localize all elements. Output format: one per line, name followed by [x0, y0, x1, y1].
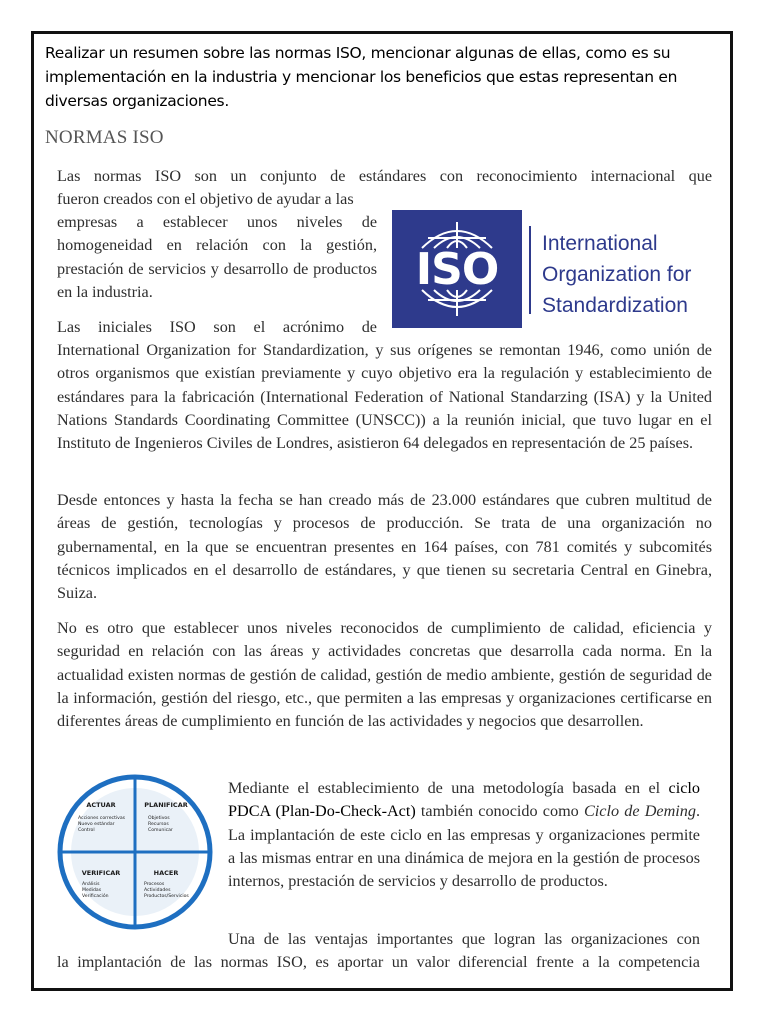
pdca-verificar-item: Medidas: [82, 888, 102, 893]
section-heading: NORMAS ISO: [45, 127, 164, 148]
p1-line2: fueron creados con el objetivo de ayudar a las: [57, 190, 354, 208]
pdca-verificar-item: Análisis: [82, 882, 100, 887]
assignment-prompt: Realizar un resumen sobre las normas ISO, mencionar algunas de ellas, como es su implementación en la industria y mencionar los beneficios que estas representan en diversas organizaciones.: [45, 44, 678, 110]
p1-rest: empresas a establecer unos niveles de homogeneidad en relación con la gestión, prestación de servicios y desarrollo de productos en la industria.: [57, 213, 377, 301]
pdca-hacer-item: Productos/Servicios: [144, 894, 189, 899]
p6-rest: la implantación de las normas ISO, es aportar un valor diferencial frente a la competencia: [57, 953, 700, 971]
p6-first: Una de las ventajas importantes que logran las organizaciones con: [228, 930, 700, 948]
p5-text-b: también conocido como: [415, 802, 584, 821]
pdca-cycle-diagram: [56, 773, 214, 931]
pdca-hacer-title: HACER: [153, 869, 179, 877]
iso-logo-line2: Organization for: [542, 263, 692, 286]
iso-logo-mark: ISO: [415, 244, 499, 295]
pdca-planificar-item: Recursos: [148, 822, 169, 827]
iso-logo-line1: International: [542, 232, 658, 255]
pdca-actuar-title: ACTUAR: [86, 801, 116, 809]
pdca-cycle-term: ciclo PDCA (Plan-Do-Check-Act): [228, 779, 700, 821]
pdca-hacer-item: Procesos: [144, 882, 165, 887]
pdca-planificar-item: Objetivos: [148, 816, 170, 821]
p5: [228, 777, 700, 893]
p1-line1: Las normas ISO son un conjunto de estándares con reconocimiento internacional que: [57, 167, 712, 185]
p2-rest: International Organization for Standardization, y sus orígenes se remontan 1946, como unión de otros organismos que existían previamente y cuyo objetivo era la regulación y establecimiento de estándares para la fabricación (International Federation of National Standarzing (ISA) y la United Nations Standards Coordinating Committee (UNSCC)) a la reunión inicial, que tuvo lugar en el Instituto de Ingenieros Civiles de Londres, asistieron 64 delegados en representación de 25 países.: [57, 341, 712, 453]
p4: No es otro que establecer unos niveles reconocidos de cumplimiento de calidad, eficiencia y seguridad en relación con las áreas y actividades concretas que desarrolla cada norma. En la actualidad existen normas de gestión de calidad, gestión de medio ambiente, gestión de seguridad de la información, gestión del riesgo, etc., que permiten a las empresas y organizaciones certificarse en diferentes áreas de cumplimiento en función de las actividades y negocios que desarrollen.: [57, 619, 712, 731]
pdca-planificar-item: Comunicar: [148, 828, 173, 833]
pdca-verificar-item: Verificación: [82, 894, 109, 899]
p2-first: Las iniciales ISO son el acrónimo de: [57, 318, 377, 336]
pdca-actuar-item: Acciones correctivas: [78, 816, 126, 821]
iso-logo-line3: Standardization: [542, 294, 688, 317]
p5-text-a: Mediante el establecimiento de una metodología basada en el: [228, 779, 661, 797]
p5-text-c: . La implantación de este ciclo en las empresas y organizaciones permite a las mismas entrar en una dinámica de mejora en la gestión de procesos internos, prestación de servicios y desarrollo de productos.: [228, 802, 701, 891]
pdca-planificar-title: PLANIFICAR: [144, 801, 188, 809]
pdca-verificar-title: VERIFICAR: [81, 869, 121, 877]
pdca-actuar-item: Control: [78, 828, 95, 833]
pdca-actuar-item: Nuevo estándar: [78, 822, 115, 827]
p3: Desde entonces y hasta la fecha se han creado más de 23.000 estándares que cubren multitud de áreas de gestión, tecnologías y procesos de producción. Se trata de una organización no gubernamental, en la que se encuentran presentes en 164 países, con 781 comités y subcomités técnicos implicados en el desarrollo de estándares, y que tienen su secretaria Central en Ginebra, Suiza.: [57, 491, 712, 603]
iso-logo: [392, 210, 712, 328]
deming-cycle-term: Ciclo de Deming: [583, 802, 696, 821]
pdca-hacer-item: Actividades: [144, 888, 171, 893]
